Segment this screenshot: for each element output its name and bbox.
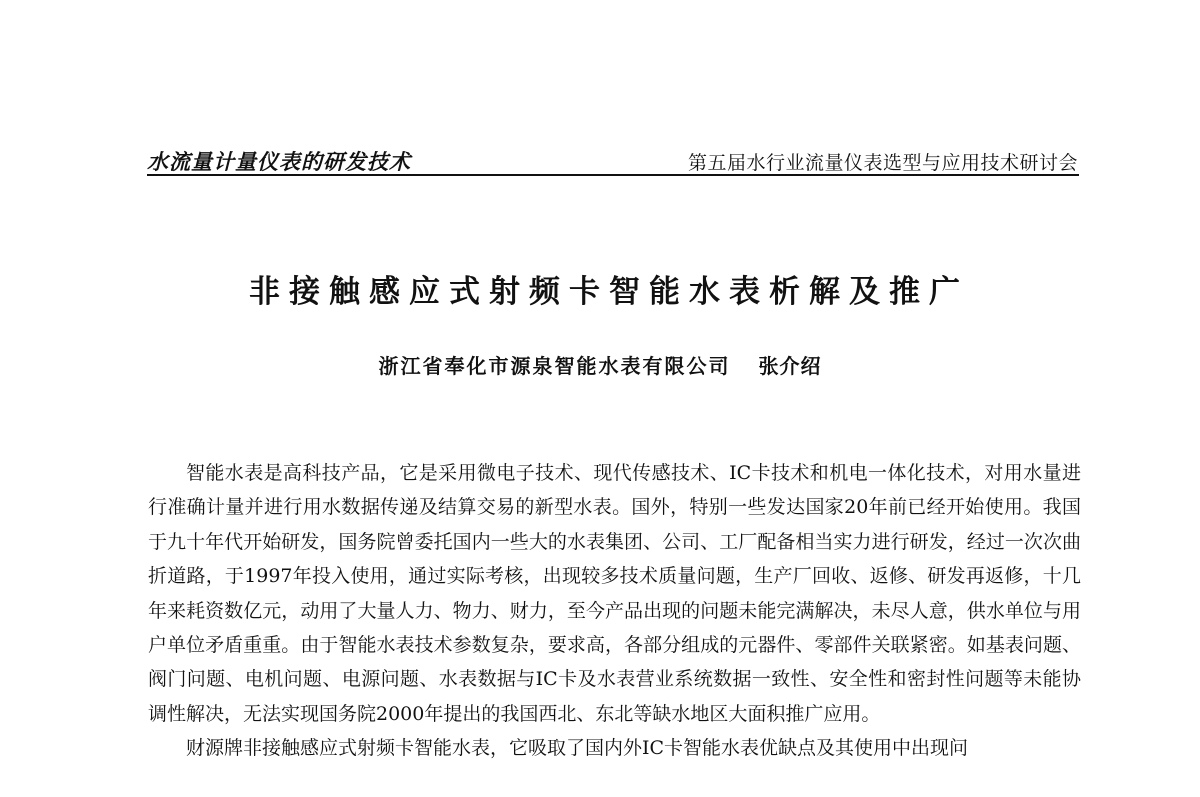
author-name: 张介绍 [758, 354, 822, 378]
header-divider [147, 174, 1079, 176]
running-header-section: 水流量计量仪表的研发技术 [147, 150, 411, 174]
byline [0, 350, 1200, 379]
body-text [148, 456, 1081, 766]
body-paragraph: 财源牌非接触感应式射频卡智能水表，它吸取了国内外IC卡智能水表优缺点及其使用中出现问 [186, 737, 969, 760]
paper-title: 非接触感应式射频卡智能水表析解及推广 [249, 274, 969, 310]
author-affiliation: 浙江省奉化市源泉智能水表有限公司 [378, 354, 731, 378]
body-paragraph: 智能水表是高科技产品，它是采用微电子技术、现代传感技术、IC卡技术和机电一体化技术，对用水量进行准确计量并进行用水数据传递及结算交易的新型水表。国外，特别一些发达国家20年前已经开始使用。我国于九十年代开始研发，国务院曾委托国内一些大的水表集团、公司、工厂配备相当实力进行研发，经过一次次曲折道路，于1997年投入使用，通过实际考核，出现较多技术质量问题，生产厂回收、返修、研发再返修，十几年来耗资数亿元，动用了大量人力、物力、财力，至今产品出现的问题未能完满解决，未尽人意，供水单位与用户单位矛盾重重。由于智能水表技术参数复杂，要求高，各部分组成的元器件、零部件关联紧密。如基表问题、阀门问题、电机问题、电源问题、水表数据与IC卡及水表营业系统数据一致性、安全性和密封性问题等未能协调性解决，无法实现国务院2000年提出的我国西北、东北等缺水地区大面积推广应用。 [148, 462, 1081, 725]
running-header-conference: 第五届水行业流量仪表选型与应用技术研讨会 [687, 152, 1078, 174]
